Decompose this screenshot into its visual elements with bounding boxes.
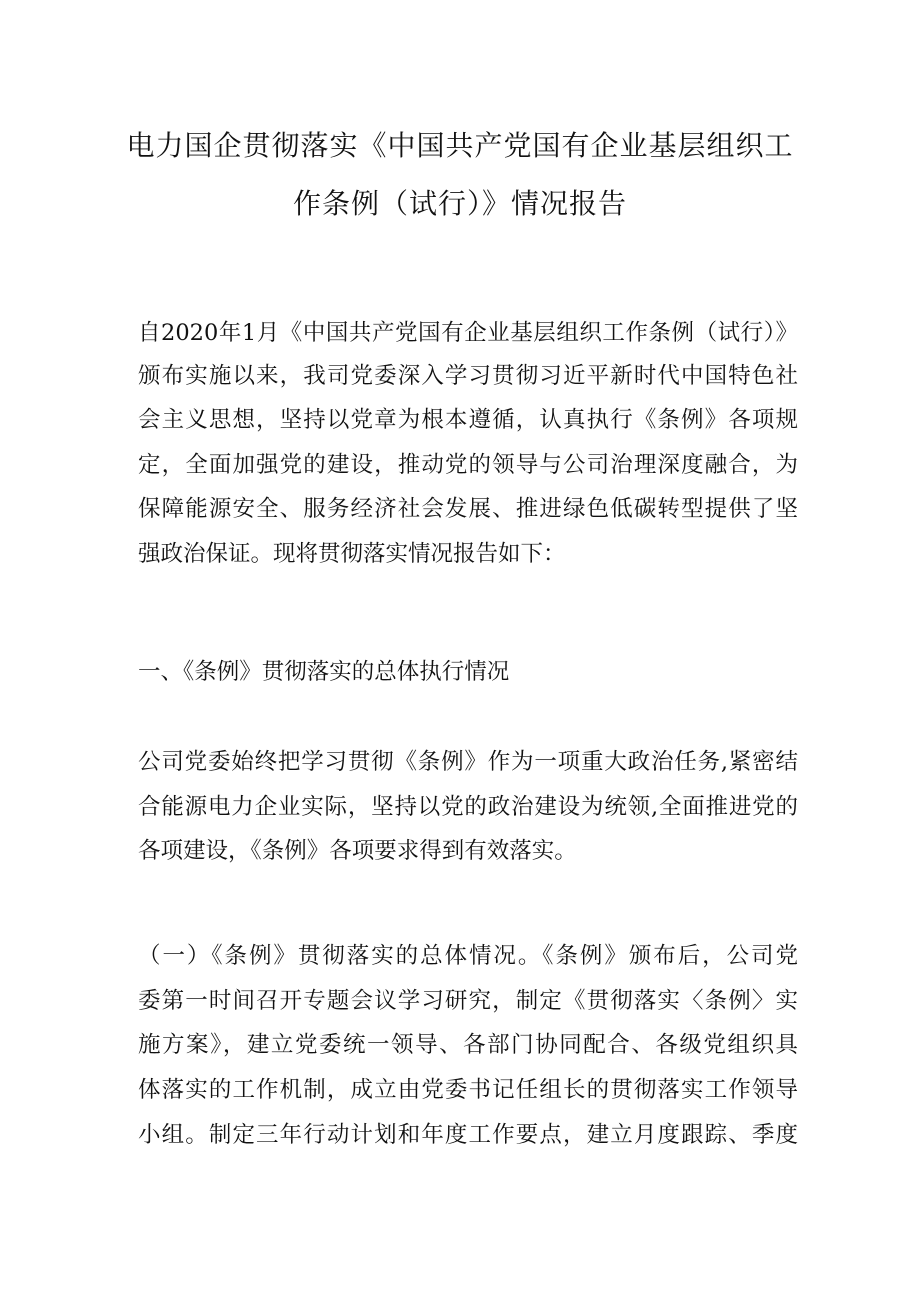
intro-paragraph-line-6: 强政治保证。现将贯彻落实情况报告如下： [138, 541, 566, 567]
subsection-1-line-2: 委第一时间召开专题会议学习研究，制定《贯彻落实〈条例〉实 [138, 988, 798, 1014]
section-1-paragraph-line-3: 各项建设，《条例》各项要求得到有效落实。 [138, 838, 577, 864]
intro-paragraph-line-2: 颁布实施以来，我司党委深入学习贯彻习近平新时代中国特色社 [138, 363, 798, 389]
intro-paragraph-line-4: 定，全面加强党的建设，推动党的领导与公司治理深度融合，为 [138, 452, 798, 478]
subsection-1-line-4: 体落实的工作机制，成立由党委书记任组长的贯彻落实工作领导 [138, 1077, 798, 1103]
section-1-paragraph-line-1: 公司党委始终把学习贯彻《条例》作为一项重大政治任务,紧密结 [138, 749, 798, 775]
subsection-1-line-1: （一）《条例》贯彻落实的总体情况。《条例》颁布后，公司党 [138, 943, 798, 969]
document-title-line-1: 电力国企贯彻落实《中国共产党国有企业基层组织工 [126, 129, 794, 162]
subsection-1-line-3: 施方案》，建立党委统一领导、各部门协同配合、各级党组织具 [138, 1032, 798, 1058]
intro-paragraph-line-1: 自2020年1月《中国共产党国有企业基层组织工作条例（试行）》 [138, 320, 798, 346]
subsection-1-line-5: 小组。制定三年行动计划和年度工作要点，建立月度跟踪、季度 [138, 1122, 798, 1148]
document-title-line-2: 作条例（试行）》情况报告 [292, 187, 627, 220]
section-1-heading: 一、《条例》贯彻落实的总体执行情况 [138, 659, 510, 685]
section-1-paragraph-line-2: 合能源电力企业实际，坚持以党的政治建设为统领,全面推进党的 [138, 794, 798, 820]
intro-paragraph-line-5: 保障能源安全、服务经济社会发展、推进绿色低碳转型提供了坚 [138, 496, 798, 522]
intro-paragraph-line-3: 会主义思想，坚持以党章为根本遵循，认真执行《条例》各项规 [138, 407, 798, 433]
